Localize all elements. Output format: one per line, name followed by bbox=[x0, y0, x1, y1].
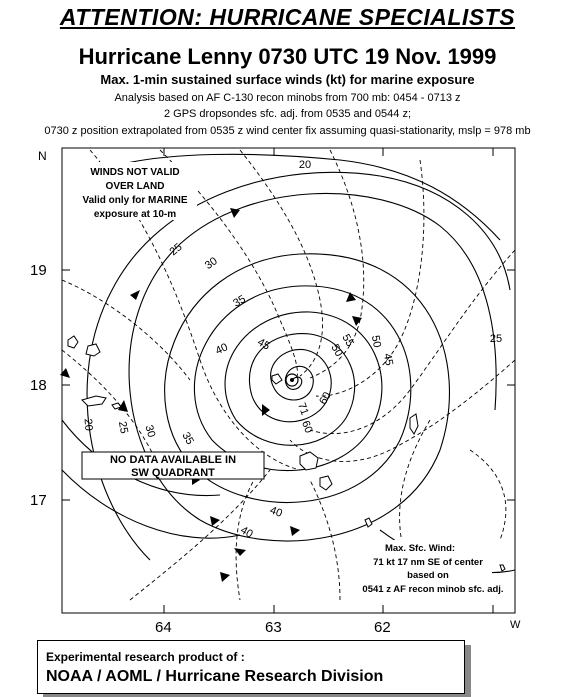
contour-label: 20 bbox=[298, 159, 312, 171]
footer-line-1: Experimental research product of : bbox=[46, 650, 245, 664]
contour-label: 20 bbox=[81, 418, 95, 432]
contour-label: 50 bbox=[328, 342, 345, 359]
winds-not-valid-note bbox=[73, 162, 197, 220]
lon-label-63: 63 bbox=[265, 619, 282, 636]
svg-text:Max. Sfc. Wind:: Max. Sfc. Wind: bbox=[384, 543, 456, 554]
max-wind-note bbox=[362, 540, 503, 598]
analysis-line-3: 0730 z position extrapolated from 0535 z wind center fix assuming quasi-stationarity, mslp = 978 mb bbox=[44, 125, 531, 137]
lon-label-w: W bbox=[510, 619, 521, 631]
contour-label: 25 bbox=[489, 333, 503, 345]
svg-text:Valid only for MARINE: Valid only for MARINE bbox=[82, 195, 188, 206]
footer-credit-box bbox=[37, 640, 465, 694]
contour-label: 25 bbox=[115, 420, 130, 435]
footer-line-2: NOAA / AOML / Hurricane Research Division bbox=[46, 668, 384, 685]
no-data-note bbox=[82, 452, 264, 479]
svg-text:SW QUADRANT: SW QUADRANT bbox=[131, 467, 215, 479]
svg-text:0541 z AF recon minob sfc. adj: 0541 z AF recon minob sfc. adj. bbox=[362, 584, 504, 595]
lat-label-17: 17 bbox=[30, 492, 47, 509]
analysis-line-2: 2 GPS dropsondes sfc. adj. from 0535 and 0544 z; bbox=[163, 108, 412, 120]
lat-label-n: N bbox=[38, 149, 47, 163]
lon-label-64: 64 bbox=[155, 619, 172, 636]
contour-label: 60 bbox=[299, 419, 315, 435]
wind-analysis-map bbox=[0, 140, 575, 640]
lat-label-19: 19 bbox=[30, 262, 47, 279]
lon-label-62: 62 bbox=[374, 619, 391, 636]
contour-label: 55 bbox=[339, 332, 356, 349]
analysis-line-1: Analysis based on AF C-130 recon minobs from 700 mb: 0454 - 0713 z bbox=[114, 92, 461, 104]
contour-label: 40 bbox=[238, 524, 255, 541]
svg-text:71 kt 17 nm SE of center: 71 kt 17 nm SE of center bbox=[373, 557, 483, 568]
svg-text:based on: based on bbox=[407, 570, 449, 581]
contour-label: 40 bbox=[268, 504, 284, 520]
contour-label: 45 bbox=[255, 336, 272, 353]
contour-label: 71 bbox=[295, 401, 311, 417]
contour-label: 50 bbox=[368, 334, 383, 349]
lat-label-18: 18 bbox=[30, 377, 47, 394]
contour-label: 60 bbox=[317, 390, 334, 407]
contour-label: 45 bbox=[380, 352, 395, 367]
contour-label: 35 bbox=[231, 293, 248, 310]
contour-label: 30 bbox=[142, 423, 158, 439]
attention-banner: ATTENTION: HURRICANE SPECIALISTS bbox=[59, 4, 516, 30]
svg-text:exposure at 10-m: exposure at 10-m bbox=[93, 209, 177, 220]
contour-label: 40 bbox=[213, 341, 230, 358]
svg-text:OVER LAND: OVER LAND bbox=[105, 181, 165, 192]
contour-label: 35 bbox=[179, 430, 196, 447]
map-subtitle: Max. 1-min sustained surface winds (kt) for marine exposure bbox=[100, 72, 475, 87]
svg-text:WINDS NOT VALID: WINDS NOT VALID bbox=[90, 167, 180, 178]
contour-label: 25 bbox=[167, 241, 185, 259]
flow-arrows bbox=[60, 208, 490, 582]
svg-text:NO DATA AVAILABLE IN: NO DATA AVAILABLE IN bbox=[109, 454, 237, 466]
contour-label: 30 bbox=[202, 255, 220, 272]
storm-title: Hurricane Lenny 0730 UTC 19 Nov. 1999 bbox=[78, 44, 497, 69]
storm-center-icon bbox=[286, 374, 298, 386]
